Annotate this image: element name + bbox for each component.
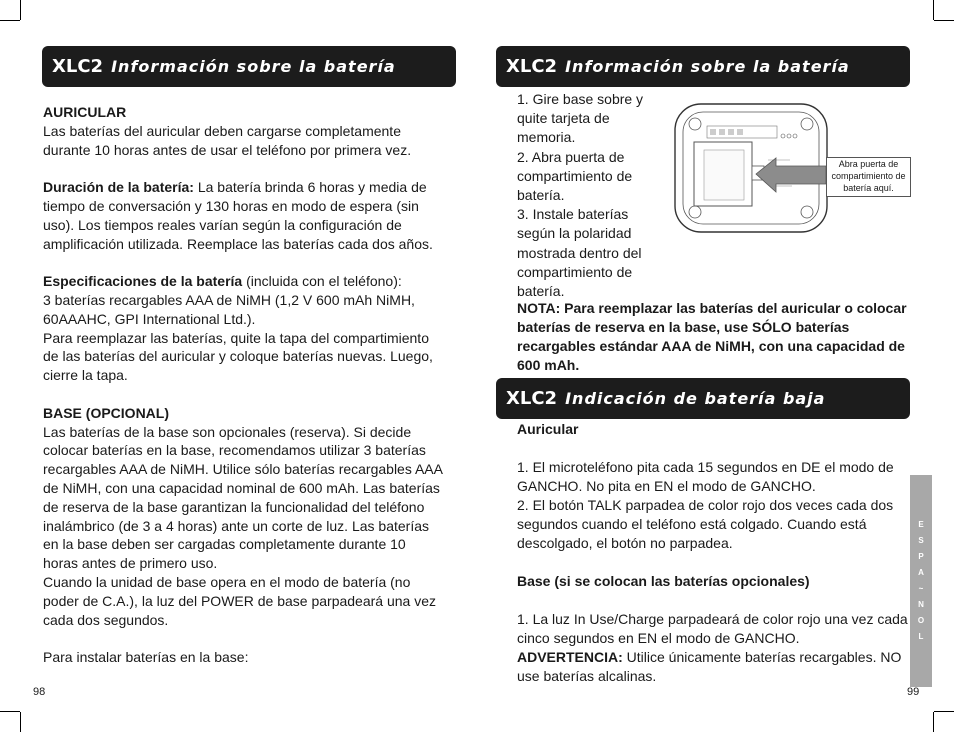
tab-letter: E <box>918 520 924 529</box>
tab-letter: ~ <box>918 584 924 593</box>
advertencia-paragraph <box>517 648 912 686</box>
base-heading: BASE (OPCIONAL) <box>43 404 169 421</box>
tab-letter: O <box>917 616 925 625</box>
espec-paragraph: 3 baterías recargables AAA de NiMH (1,2 V 600 mAh NiMH, 60AAAHC, GPI International Ltd.). <box>43 291 415 327</box>
section-title: Información sobre la batería <box>111 57 396 76</box>
crop-mark <box>933 712 934 732</box>
reemplazo-paragraph: Para reemplazar las baterías, quite la tapa del compartimiento de las baterías del auricular y coloque baterías nuevas. Luego, cierre la tapa. <box>43 329 433 384</box>
base-item-1: 1. La luz In Use/Charge parpadeará de color rojo una vez cada cinco segundos en EN el modo de GANCHO. <box>517 611 908 646</box>
model-label: XLC2 <box>52 56 104 77</box>
nota-paragraph <box>517 299 912 375</box>
section-title: Indicación de batería baja <box>565 389 826 408</box>
install-steps <box>517 90 659 301</box>
advertencia-label: ADVERTENCIA: <box>517 649 623 665</box>
right-column-text <box>517 420 912 686</box>
left-section-banner <box>42 46 456 87</box>
crop-mark <box>20 712 21 732</box>
crop-mark <box>0 711 20 712</box>
base-underside-illustration <box>670 98 832 238</box>
crop-mark <box>0 20 20 21</box>
page-number-left: 98 <box>33 686 46 698</box>
duracion-label: Duración de la batería: <box>43 179 194 196</box>
espec-suffix: (incluida con el teléfono): <box>242 273 402 290</box>
auricular-item-1: 1. El microteléfono pita cada 15 segundos en DE el modo de GANCHO. No pita en EN el modo de GANCHO. <box>517 459 894 494</box>
nota-label: NOTA: <box>517 300 561 316</box>
tab-letter: P <box>918 552 924 561</box>
auricular-heading-right: Auricular <box>517 421 579 437</box>
espec-heading-line <box>43 272 443 291</box>
step-3: 3. Instale baterías según la polaridad mostrada dentro del compartimiento de batería. <box>517 206 642 300</box>
auricular-heading: AURICULAR <box>43 104 127 120</box>
crop-mark <box>20 0 21 20</box>
duracion-text: La batería brinda 6 horas y media de tiempo de conversación y 130 horas en modo de espera (sin uso). Los tiempos reales varían según la configuración de amplificación utilizada. Reemplace las baterías cada dos años. <box>43 179 433 252</box>
auricular-paragraph: Las baterías del auricular deben cargarse completamente durante 10 horas antes de usar el teléfono por primera vez. <box>43 122 412 158</box>
section-title: Información sobre la batería <box>565 57 850 76</box>
tab-letter: S <box>918 536 924 545</box>
step-1: 1. Gire base sobre y quite tarjeta de memoria. <box>517 91 644 146</box>
right-section-banner-battery-info <box>496 46 910 87</box>
page-number-right: 99 <box>907 686 920 698</box>
left-column-text <box>43 103 443 667</box>
step-2: 2. Abra puerta de compartimiento de batería. <box>517 148 633 204</box>
battery-door-callout: Abra puerta de compartimiento de batería aquí. <box>826 157 911 197</box>
base-heading-right: Base (si se colocan las baterías opcionales) <box>517 573 810 589</box>
base-paragraph-2: Cuando la unidad de base opera en el modo de batería (no poder de C.A.), la luz del POWER de base parpadeará una vez cada dos segundos. <box>43 573 436 628</box>
crop-mark <box>933 0 934 20</box>
espec-label: Especificaciones de la batería <box>43 273 243 290</box>
right-section-banner-low-battery <box>496 378 910 419</box>
auricular-item-2: 2. El botón TALK parpadea de color rojo dos veces cada dos segundos cuando el teléfono está colgado. Cuando está descolgado, el botón no parpadea. <box>517 497 894 551</box>
tab-letter: A <box>918 568 924 577</box>
crop-mark <box>934 711 954 712</box>
tab-letter: N <box>918 600 924 609</box>
advertencia-text: Utilice únicamente baterías recargables. NO use baterías alcalinas. <box>517 649 902 684</box>
base-paragraph-1: Las baterías de la base son opcionales (reserva). Si decide colocar baterías en la base, recomendamos utilizar 3 baterías recargables AAA de NiMH. Utilice sólo baterías recargables AAA de NiMH, con una capacidad nominal de 600 mAh. Las baterías de reserva de la base garantizan la funcionalidad del teléfono inalámbrico (de 3 a 4 horas) ante un corte de luz. Las baterías en la base deben ser cargadas completamente durante 10 horas antes de primero uso. <box>43 423 443 572</box>
tab-letter: L <box>918 632 924 641</box>
language-side-tab <box>910 475 932 687</box>
model-label: XLC2 <box>506 56 558 77</box>
nota-text: Para reemplazar las baterías del auricular o colocar baterías de reserva en la base, use SÓLO baterías recargables estándar AAA de NiMH, con una capacidad de 600 mAh. <box>517 300 907 373</box>
crop-mark <box>934 20 954 21</box>
duracion-paragraph <box>43 178 443 253</box>
model-label: XLC2 <box>506 388 558 409</box>
instalar-paragraph: Para instalar baterías en la base: <box>43 649 249 666</box>
